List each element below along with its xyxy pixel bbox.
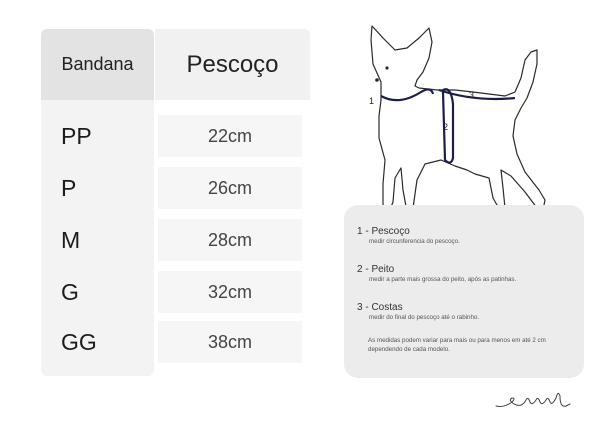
label-1: 1	[369, 96, 375, 106]
neck-g: 32cm	[158, 271, 302, 313]
neck-m: 28cm	[158, 219, 302, 261]
neck-p: 26cm	[158, 167, 302, 209]
label-3: 3	[469, 90, 475, 100]
size-g: G	[61, 279, 79, 305]
instruction-neck-title: 1 - Pescoço	[357, 226, 410, 237]
size-header-label: Bandana	[61, 54, 134, 74]
label-2: 2	[443, 122, 449, 132]
size-header-cell	[41, 29, 154, 100]
instruction-chest	[357, 264, 516, 283]
neck-measure-line	[381, 89, 433, 100]
size-pp: PP	[61, 123, 92, 149]
instruction-back	[357, 302, 479, 321]
size-gg: GG	[61, 329, 97, 355]
size-p: P	[61, 175, 77, 201]
sizing-note: As medidas podem variar para mais ou para menos em até 2 cm dependendo de cada modelo.	[368, 337, 546, 353]
dog-diagram	[355, 20, 565, 215]
instruction-chest-title: 2 - Peito	[357, 264, 395, 275]
signature-logo	[492, 386, 572, 412]
neck-header-cell	[155, 29, 310, 100]
instruction-neck-desc: medir circunferencia do pescoço.	[369, 238, 460, 245]
instruction-back-title: 3 - Costas	[357, 302, 403, 313]
neck-header-label: Pescoço	[186, 50, 279, 78]
neck-pp: 22cm	[158, 115, 302, 157]
neck-gg: 38cm	[158, 321, 302, 363]
instruction-back-desc: medir do final do pescoço até o rabinho.	[369, 314, 480, 321]
dog-outline	[371, 26, 545, 212]
instruction-neck	[357, 226, 460, 245]
size-m: M	[61, 227, 81, 253]
instruction-chest-desc: medir a parte mais grossa do peito, após as patinhas.	[369, 276, 517, 283]
